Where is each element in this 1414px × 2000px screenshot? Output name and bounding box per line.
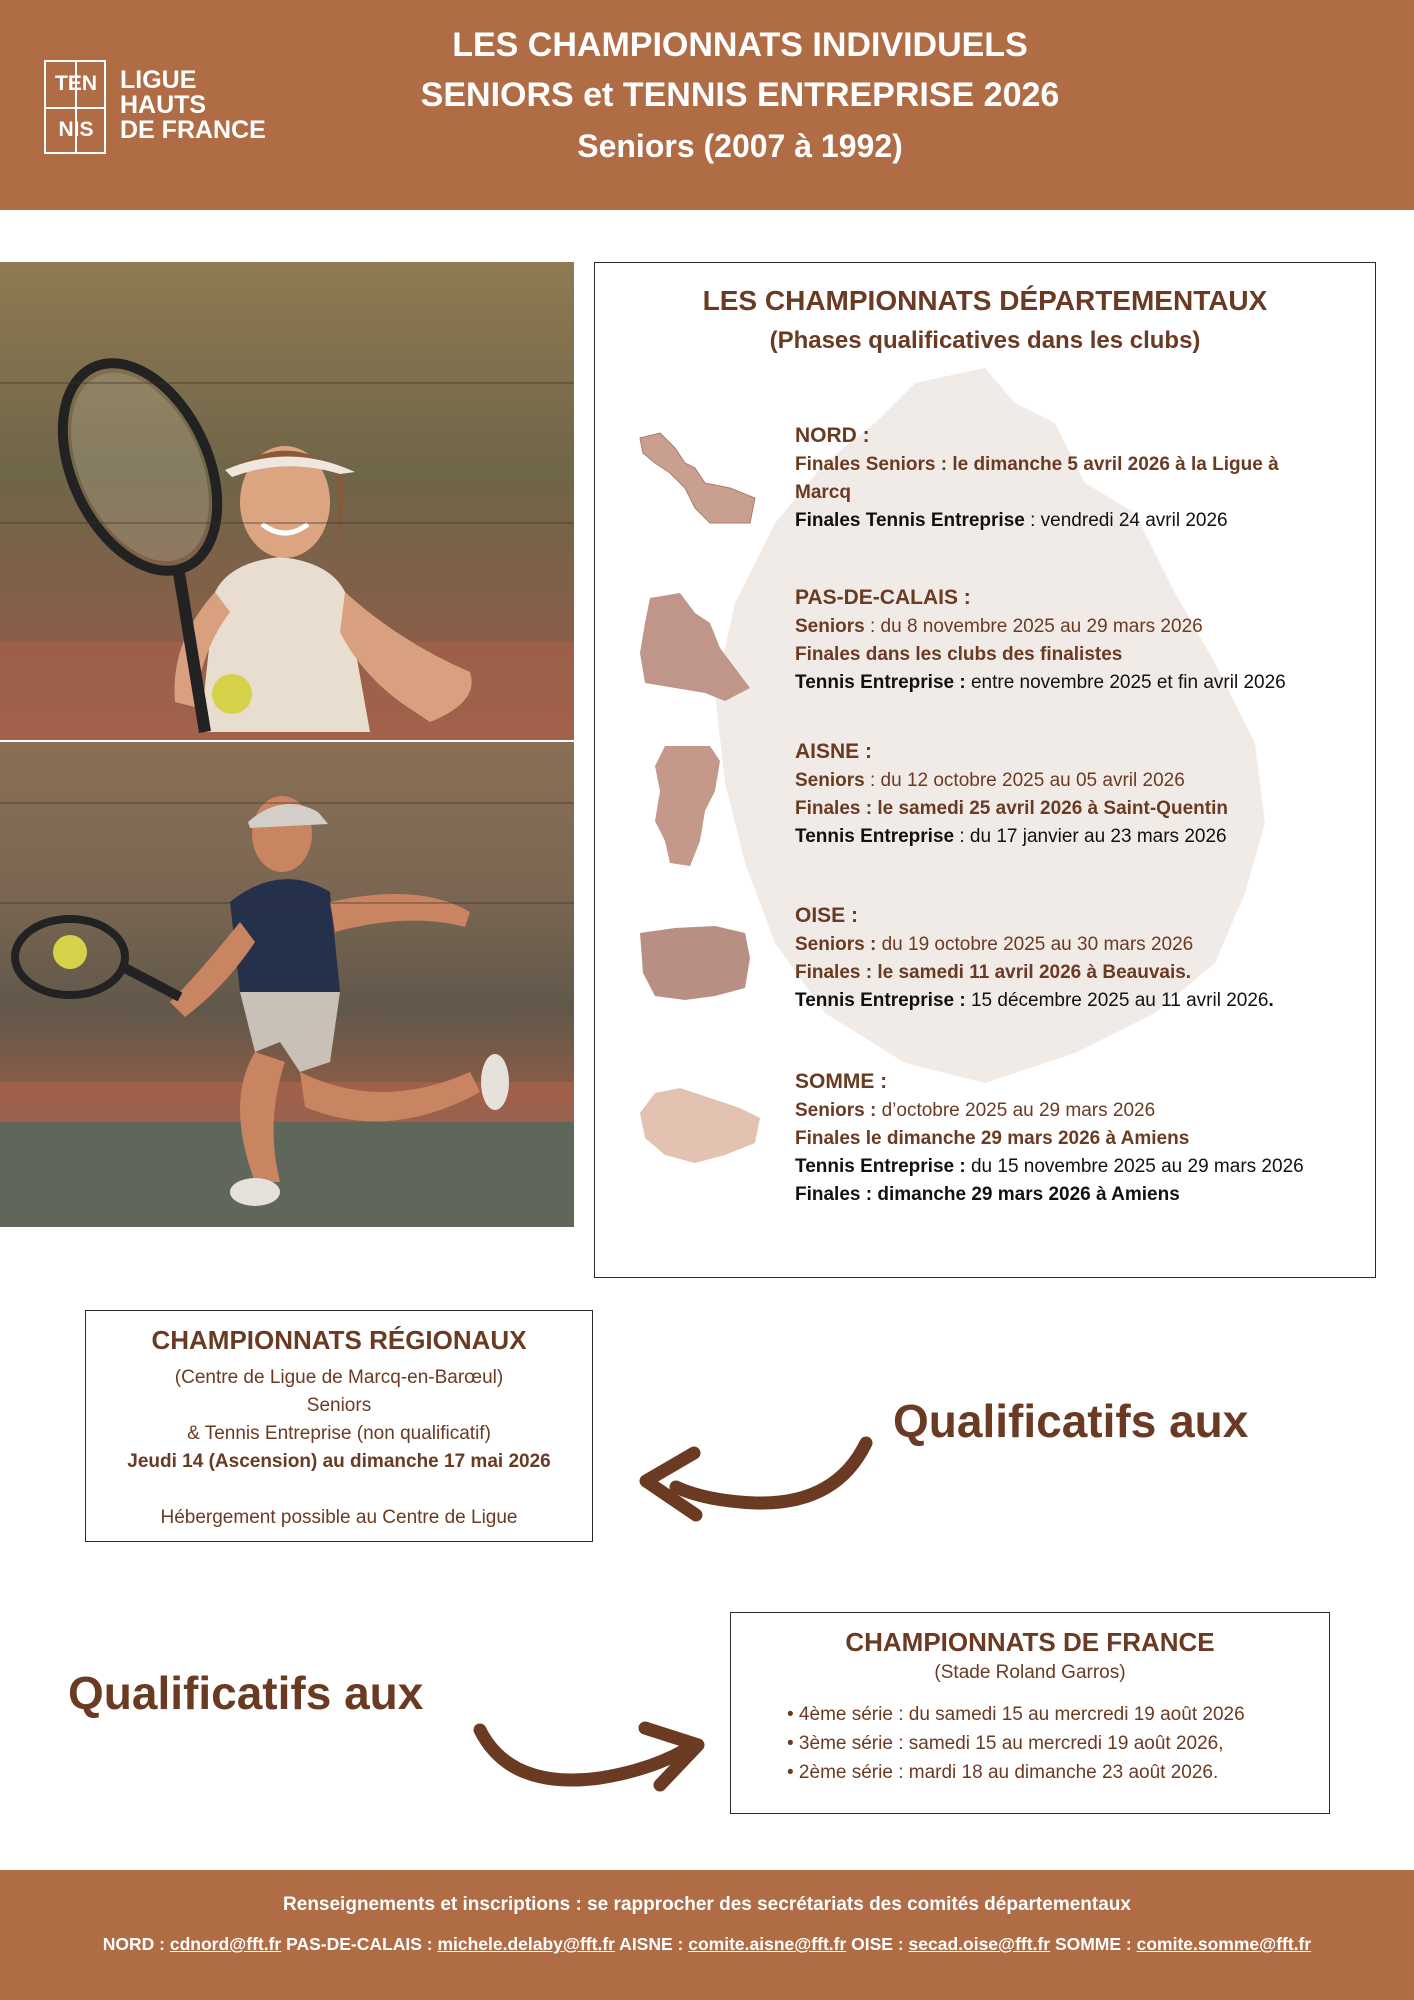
footer-contacts [0, 1934, 1414, 1955]
france-series-item: • 2ème série : mardi 18 au dimanche 23 août 2026. [787, 1762, 1219, 1783]
qualificatifs-label-1: Qualificatifs aux [893, 1395, 1249, 1447]
woman-player-illustration [0, 262, 574, 740]
france-championships-box [730, 1612, 1330, 1814]
tennis-logo-box [44, 60, 106, 154]
logo-name-line3: DE FRANCE [120, 116, 266, 144]
dept-nord-line1b: Marcq [795, 482, 851, 503]
dept-aisne-line1-value: : du 12 octobre 2025 au 05 avril 2026 [864, 770, 1185, 791]
footer-aisne-email-link[interactable]: comite.aisne@fft.fr [688, 1934, 847, 1954]
dept-somme-line2: Finales le dimanche 29 mars 2026 à Amiens [795, 1128, 1190, 1149]
dept-somme-line1-label: Seniors : [795, 1100, 877, 1121]
footer-oise-label: OISE : [846, 1934, 909, 1954]
regional-line4: Jeudi 14 (Ascension) au dimanche 17 mai 2026 [127, 1451, 551, 1472]
arrow-right-icon [470, 1690, 710, 1800]
dept-pas-de-calais [795, 583, 1365, 697]
title-line-1: LES CHAMPIONNATS INDIVIDUELS [452, 26, 1028, 64]
header-banner [0, 0, 1414, 210]
dept-somme-line3-label: Tennis Entreprise : [795, 1156, 966, 1177]
photo-woman-tennis-player [0, 262, 574, 740]
footer-oise-email-link[interactable]: secad.oise@fft.fr [908, 1934, 1051, 1954]
france-subtitle: (Stade Roland Garros) [934, 1662, 1126, 1683]
france-series-item: • 4ème série : du samedi 15 au mercredi 19 août 2026 [787, 1704, 1245, 1725]
qualificatifs-label-2: Qualificatifs aux [68, 1667, 424, 1719]
regional-championships-box [85, 1310, 593, 1542]
dept-nord-name: NORD : [795, 424, 870, 447]
dept-somme-line3-value: du 15 novembre 2025 au 29 mars 2026 [965, 1156, 1304, 1177]
dept-aisne-line2: Finales : le samedi 25 avril 2026 à Saint-Quentin [795, 798, 1228, 819]
departmental-championships-box [594, 262, 1376, 1278]
dept-oise [795, 901, 1365, 1015]
dept-aisne-line3-label: Tennis Entreprise [795, 826, 955, 847]
regional-line5: Hébergement possible au Centre de Ligue [160, 1507, 518, 1528]
footer-aisne-label: AISNE : [614, 1934, 689, 1954]
logo-name-line1: LIGUE [120, 66, 197, 94]
dept-oise-line2: Finales : le samedi 11 avril 2026 à Beauvais. [795, 962, 1192, 983]
dept-aisne-line1-label: Seniors [795, 770, 865, 791]
regional-title: CHAMPIONNATS RÉGIONAUX [151, 1325, 527, 1355]
departmental-title: LES CHAMPIONNATS DÉPARTEMENTAUX [702, 285, 1268, 316]
footer-info-line: Renseignements et inscriptions : se rapprocher des secrétariats des comités départementaux [283, 1894, 1131, 1915]
dept-pdc-line3-value: entre novembre 2025 et fin avril 2026 [965, 672, 1286, 693]
footer-somme-email-link[interactable]: comite.somme@fft.fr [1136, 1934, 1312, 1954]
somme-map-icon [635, 1083, 765, 1168]
dept-oise-line1-label: Seniors : [795, 934, 877, 955]
france-series-list [731, 1700, 1329, 1787]
departmental-subtitle: (Phases qualificatives dans les clubs) [769, 327, 1201, 354]
title-line-3: Seniors (2007 à 1992) [577, 128, 903, 164]
france-title: CHAMPIONNATS DE FRANCE [845, 1627, 1215, 1657]
footer-pdc-label: PAS-DE-CALAIS : [281, 1934, 438, 1954]
pas-de-calais-map-icon [635, 593, 755, 703]
oise-map-icon [635, 918, 755, 1008]
france-series-item: • 3ème série : samedi 15 au mercredi 19 août 2026, [787, 1733, 1224, 1754]
dept-pdc-line3-label: Tennis Entreprise : [795, 672, 966, 693]
arrow-left-icon [636, 1425, 876, 1535]
dept-aisne [795, 737, 1365, 851]
dept-pdc-line1-value: : du 8 novembre 2025 au 29 mars 2026 [864, 616, 1203, 637]
dept-oise-line3-end: . [1268, 990, 1274, 1011]
dept-nord-line2-label: Finales Tennis Entreprise [795, 510, 1025, 531]
dept-somme [795, 1067, 1365, 1209]
logo-text-ten: TEN [55, 72, 97, 95]
dept-oise-line3-label: Tennis Entreprise : [795, 990, 966, 1011]
logo-name-line2: HAUTS [120, 91, 207, 119]
dept-somme-name: SOMME : [795, 1070, 888, 1093]
footer-nord-email-link[interactable]: cdnord@fft.fr [169, 1934, 282, 1954]
dept-nord-line1: Finales Seniors : le dimanche 5 avril 2026 à la Ligue à [795, 454, 1279, 475]
nord-map-icon [635, 428, 765, 528]
regional-line2: Seniors [306, 1395, 372, 1416]
dept-pdc-line2: Finales dans les clubs des finalistes [795, 644, 1123, 665]
man-player-illustration [0, 742, 574, 1227]
photo-column [0, 262, 574, 1227]
page-title [330, 26, 1150, 165]
dept-aisne-name: AISNE : [795, 740, 873, 763]
regional-line3: & Tennis Entreprise (non qualificatif) [187, 1423, 491, 1444]
logo-text-nis: NIS [58, 118, 94, 141]
footer-nord-label: NORD : [102, 1934, 170, 1954]
dept-nord [795, 421, 1365, 535]
dept-nord-line2-value: : vendredi 24 avril 2026 [1024, 510, 1228, 531]
dept-somme-line4: Finales : dimanche 29 mars 2026 à Amiens [795, 1184, 1180, 1205]
title-line-2: SENIORS et TENNIS ENTREPRISE 2026 [420, 76, 1060, 114]
photo-man-tennis-player [0, 742, 574, 1227]
dept-oise-name: OISE : [795, 904, 859, 927]
dept-somme-line1-value: d’octobre 2025 au 29 mars 2026 [876, 1100, 1156, 1121]
footer-somme-label: SOMME : [1050, 1934, 1137, 1954]
dept-aisne-line3-value: : du 17 janvier au 23 mars 2026 [954, 826, 1227, 847]
dept-oise-line1-value: du 19 octobre 2025 au 30 mars 2026 [876, 934, 1194, 955]
regional-line1: (Centre de Ligue de Marcq-en-Barœul) [174, 1367, 504, 1388]
aisne-map-icon [635, 741, 745, 871]
dept-pdc-name: PAS-DE-CALAIS : [795, 586, 971, 609]
footer-pdc-email-link[interactable]: michele.delaby@fft.fr [437, 1934, 615, 1954]
logo-name [120, 68, 320, 143]
footer-banner [0, 1870, 1414, 2000]
dept-pdc-line1-label: Seniors [795, 616, 865, 637]
dept-oise-line3-value: 15 décembre 2025 au 11 avril 2026 [965, 990, 1269, 1011]
